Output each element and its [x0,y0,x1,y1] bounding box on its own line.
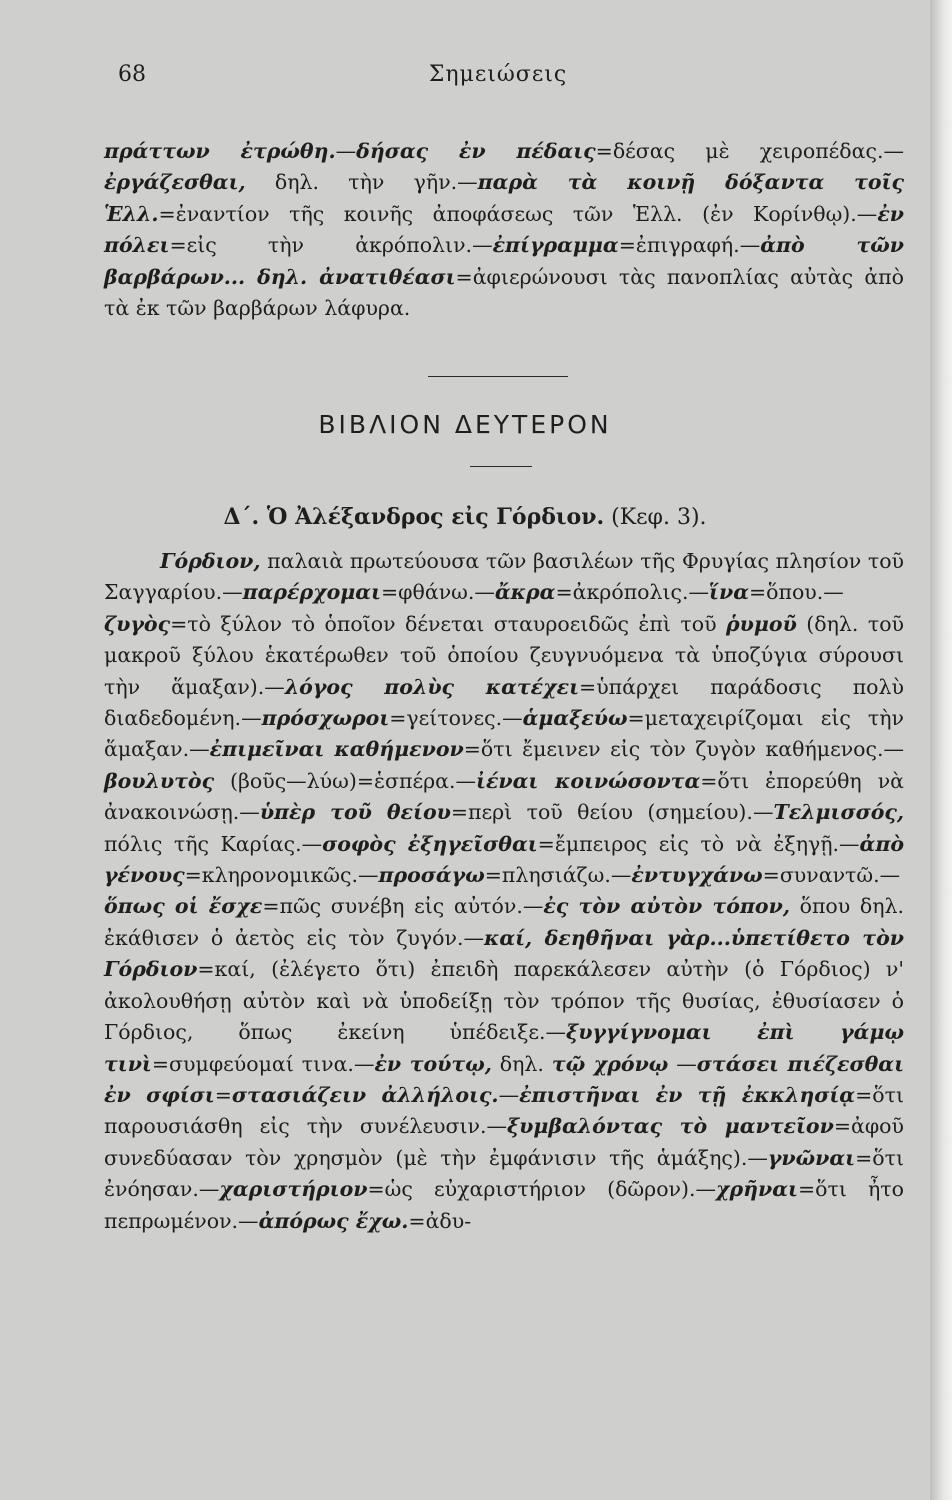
term-lemma: παρέρχομαι [242,580,381,605]
gloss-text: =ἀφιερώνουσι τὰς πανοπλίας αὐτὰς ἀπὸ τὰ ἐκ τῶν βαρβάρων λάφυρα. [104,264,904,321]
running-title: Σημειώσεις [428,62,568,87]
term-lemma: ἐς τὸν αὐτὸν τόπον, [543,894,790,919]
gloss-text: =κληρονομικῶς.— [184,863,379,888]
chapter-ref: (Κεφ. 3). [604,505,707,530]
gloss-text: =ὅτι ἔμεινεν εἰς τὸν ζυγὸν καθήμενος.— [463,737,904,762]
chapter-heading [0,504,930,530]
gloss-text: παλαιὰ πρωτεύουσα τῶν βασιλέων τῆς Φρυγίας πλησίον τοῦ Σαγγαρίου.— [104,549,904,605]
divider-rule [428,376,568,377]
gloss-text: =περὶ τοῦ θείου (σημείου).— [450,800,774,825]
book-title: ΒΙΒΛΙΟΝ ΔΕΥΤΕΡΟΝ [318,410,612,439]
term-lemma: ἀπὸ γένους [104,831,905,888]
gloss-text: =ἐπιγραφή.— [618,233,761,258]
term-lemma: δήσας ἐν πέδαις [356,139,596,163]
gloss-text: ὅπου δηλ. ἐκάθισεν ὁ ἀετὸς εἰς τὸν ζυγόν.— [104,894,904,950]
term-lemma: ἐργάζεσθαι, [104,170,246,195]
gloss-text: =συμφεύομαί τινα.— [151,1051,375,1076]
term-lemma: σοφὸς ἐξηγεῖσθαι [322,831,538,856]
term-lemma: ἐπιμεῖναι καθήμενον [209,737,464,762]
page-number: 68 [118,62,146,87]
gloss-text: =ἔμπειρος εἰς τὸ νὰ ἐξηγῇ.— [537,831,860,856]
gloss-text: =ὅτι ἦτο πεπρωμένον.— [104,1177,904,1233]
gloss-text: =ὅτι παρουσιάσθη εἰς τὴν συνέλευσιν.— [104,1082,904,1139]
gloss-text: =ἐναντίον τῆς κοινῆς ἀποφάσεως τῶν Ἑλλ. (ἐν Κορίνθῳ).— [158,201,878,226]
gloss-text: =ὑπάρχει παράδοσις πολὺ διαδεδομένη.— [104,674,904,731]
term-lemma: ζυγὸς [104,611,171,636]
gloss-text: δηλ. τὴν γῆν.— [245,170,478,195]
gloss-text: (βοῦς—λύω)=ἑσπέρα.— [214,768,477,793]
notes-paragraph [104,546,904,1237]
term-lemma: λόγος πολὺς κατέχει [284,674,580,699]
gloss-text: =ὅτι ἐνόησαν.— [104,1145,904,1202]
term-lemma: ἁμαξεύω [522,706,628,731]
term-lemma: ἄκρα [494,580,556,605]
gloss-text: =δέσας μὲ χειροπέδας.— [595,139,904,163]
gloss-text: =γείτονες.— [389,706,523,731]
term-lemma: βουλυτὸς [104,768,215,793]
gloss-text: =φθάνω.— [380,580,495,605]
gloss-text: =ἀφοῦ συνεδύασαν τὸν χρησμὸν (μὲ τὴν ἐμφάνισιν τῆς ἁμάξης).— [104,1114,904,1170]
term-lemma: ξυμβαλόντας τὸ μαντεῖον [506,1114,834,1139]
term-lemma: Τελμισσός, [773,800,904,825]
gloss-text: (δηλ. τοῦ μακροῦ ξύλου ἑκατέρωθεν τοῦ ὁποίου ζευγνυόμενα τὰ ὑποζύγια σύρουσι τὴν ἅμαξαν).— [104,611,904,699]
gloss-text: =συναντῶ.— [762,863,901,888]
term-lemma: ἰέναι κοινώσοντα [476,768,701,793]
term-lemma: ἐν τούτῳ, [374,1051,492,1076]
term-lemma: γνῶναι [767,1145,856,1170]
term-lemma: πρόσχωροι [261,706,390,731]
term-lemma: καί, δεηθῆναι γὰρ...ὑπετίθετο τὸν Γόρδιον [104,925,904,982]
term-lemma: ὑπὲρ τοῦ θείου [259,800,451,825]
term-lemma: ἐπιστῆναι ἐν τῇ ἐκκλησίᾳ [519,1082,856,1107]
gloss-text: =εἰς τὴν ἀκρόπολιν.— [169,233,493,258]
term-lemma: ἵνα [709,580,749,605]
divider-rule-short [470,466,532,467]
term-lemma: ἐπίγραμμα [492,233,619,258]
notes-main [104,546,904,1237]
term-lemma: ῥυμοῦ [726,611,797,636]
term-lemma: παρὰ τὰ κοινῇ δόξαντα τοῖς Ἑλλ. [104,170,904,226]
term-lemma: στασιάζειν ἀλλήλοις. [231,1082,499,1107]
term-lemma: ὅπως οἱ ἔσχε [104,894,263,919]
gloss-text: =ἀδυ- [408,1208,472,1233]
notes-paragraph [104,136,904,324]
gloss-text: δηλ. [491,1051,552,1076]
page-edge [930,0,952,1500]
gloss-text: = [214,1082,232,1107]
gloss-text: =ὡς εὐχαριστήριον (δῶρον).— [367,1177,717,1202]
gloss-text: =καί, (ἐλέγετο ὅτι) ἐπειδὴ παρεκάλεσεν αὐτὴν (ὁ Γόρδιος) ν' ἀκολουθήσῃ αὐτὸν καὶ νὰ ὑποδείξῃ τὸν τρόπον τῆς θυσίας, ἐθυσίασεν ὁ Γόρδιος, ὅπως ἐκείνη ὑπέδειξε.— [104,957,904,1045]
term-lemma: χαριστήριον [219,1177,368,1202]
term-lemma: πράττων ἐτρώθη. [104,139,336,163]
chapter-title: Δ΄. Ὁ Ἀλέξανδρος εἰς Γόρδιον. [223,504,605,530]
term-lemma: στάσει πιέζεσθαι ἐν σφίσι [104,1051,905,1107]
page-header [118,62,878,96]
gloss-text: =πλησιάζω.— [484,863,632,888]
gloss-text: πόλις τῆς Καρίας.— [104,831,323,856]
gloss-text: — [668,1051,697,1076]
notes-top [104,136,904,324]
term-lemma: ξυγγίγνομαι ἐπὶ γάμῳ τινὶ [104,1020,904,1076]
gloss-text: =ὅτι ἐπορεύθη νὰ ἀνακοινώσῃ.— [104,768,905,825]
gloss-text: — [335,139,357,163]
term-lemma: χρῆναι [716,1177,798,1202]
gloss-text: =ἀκρόπολις.— [555,580,710,605]
gloss-text: =ὅπου.— [748,580,844,605]
gloss-text: =τὸ ξύλον τὸ ὁποῖον δένεται σταυροειδῶς ἐπὶ τοῦ [170,611,727,636]
term-lemma: ἀπὸ τῶν βαρβάρων... δηλ. ἀνατιθέασι [104,233,904,289]
term-lemma: προσάγω [378,863,485,888]
term-lemma: τῷ χρόνῳ [551,1051,669,1076]
term-lemma: ἀπόρως ἔχω. [258,1208,409,1233]
gloss-text: =πῶς συνέβη εἰς αὐτόν.— [262,894,544,919]
term-lemma: ἐντυγχάνω [631,863,763,888]
term-lemma: Γόρδιον, [160,549,261,573]
gloss-text: — [498,1082,520,1107]
term-lemma: ἐν πόλει [104,201,904,258]
gloss-text: =μεταχειρίζομαι εἰς τὴν ἅμαξαν.— [104,706,904,762]
